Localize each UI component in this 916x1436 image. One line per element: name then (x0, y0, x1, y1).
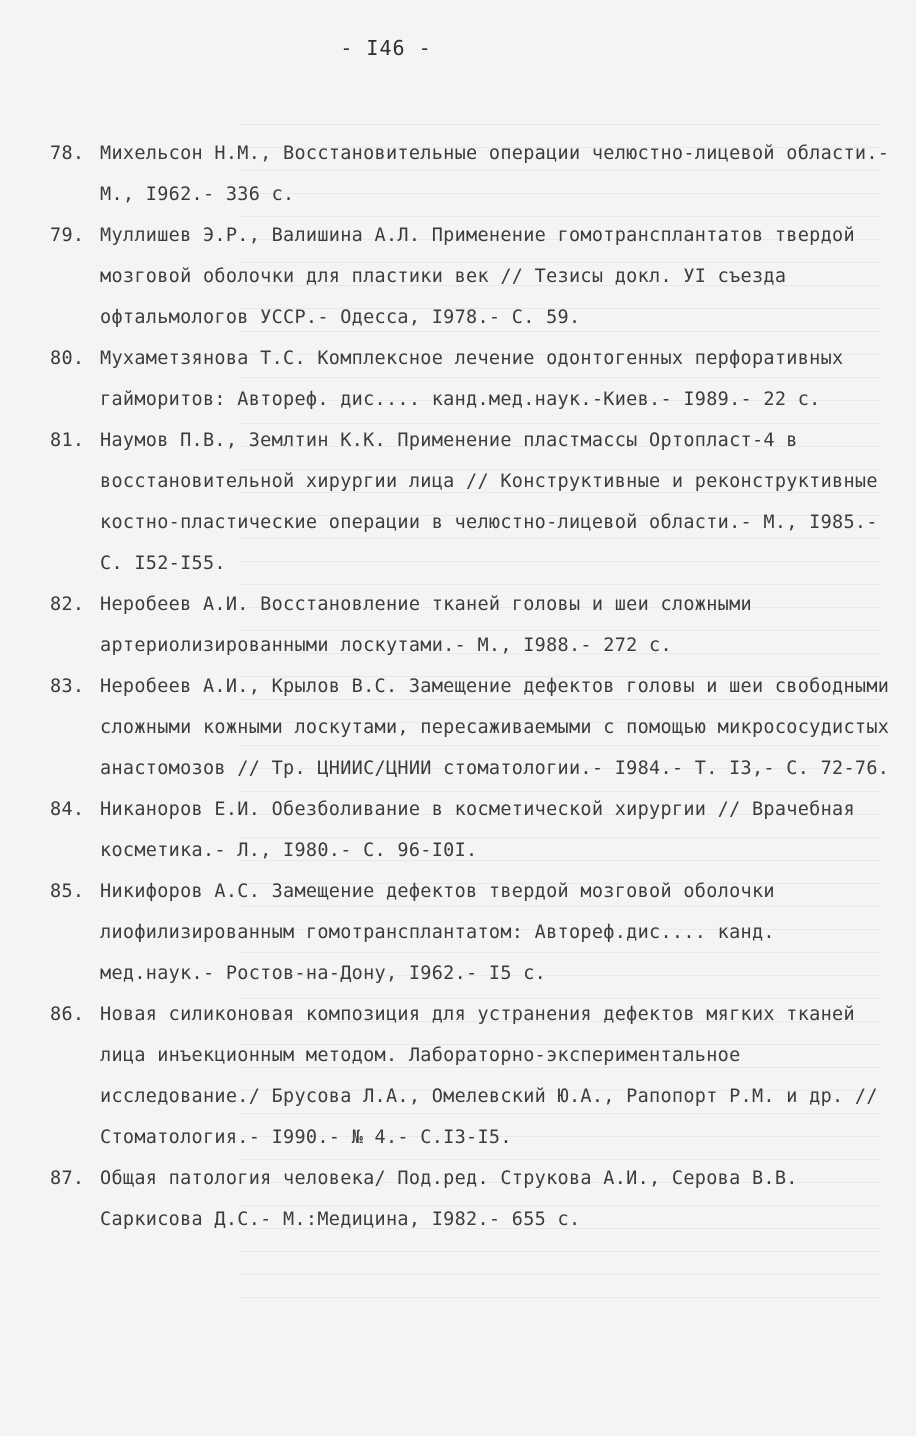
reference-text: Муллишев Э.Р., Валишина А.Л. Применение гомотрансплантатов твердой мозговой оболочки для пластики век // Тезисы докл. УI съезда офтальмологов УССР.- Одесса, I978.- С. 59. (100, 225, 855, 328)
reference-list (50, 133, 890, 1240)
reference-entry-87 (50, 1158, 890, 1240)
reference-number: 80. (50, 348, 85, 369)
reference-number: 85. (50, 881, 85, 902)
reference-text: Наумов П.В., Землтин К.К. Применение пластмассы Ортопласт-4 в восстановительной хирургии лица // Конструктивные и реконструктивные костно-пластические операции в челюстно-лицевой области.- М., I985.- С. I52-I55. (100, 430, 878, 574)
reference-text: Неробеев А.И. Восстановление тканей головы и шеи сложными артериолизированными лоскутами.- М., I988.- 272 с. (100, 594, 752, 656)
reference-entry-83 (50, 666, 890, 789)
reference-text: Новая силиконовая композиция для устранения дефектов мягких тканей лица инъекционным методом. Лабораторно-экспериментальное исследование./ Брусова Л.А., Омелевский Ю.А., Рапопорт Р.М. и др. // Стоматология.- I990.- № 4.- С.I3-I5. (100, 1004, 878, 1148)
reference-text: Общая патология человека/ Под.ред. Струкова А.И., Серова В.В. Саркисова Д.С.- М.:Медицина, I982.- 655 с. (100, 1168, 798, 1230)
reference-entry-86 (50, 994, 890, 1158)
reference-entry-80 (50, 338, 890, 420)
reference-text: Никифоров А.С. Замещение дефектов твердой мозговой оболочки лиофилизированным гомотрансплантатом: Автореф.дис.... канд. мед.наук.- Ростов-на-Дону, I962.- I5 с. (100, 881, 775, 984)
reference-entry-79 (50, 215, 890, 338)
reference-number: 86. (50, 1004, 85, 1025)
reference-entry-84 (50, 789, 890, 871)
reference-text: Никаноров Е.И. Обезболивание в косметической хирургии // Врачебная косметика.- Л., I980.- С. 96-I0I. (100, 799, 855, 861)
page-number: - I46 - (340, 36, 432, 60)
reference-number: 83. (50, 676, 85, 697)
reference-text: Неробеев А.И., Крылов В.С. Замещение дефектов головы и шеи свободными сложными кожными лоскутами, пересаживаемыми с помощью микрососудистых анастомозов // Тр. ЦНИИС/ЦНИИ стоматологии.- I984.- Т. I3,- С. 72-76. (100, 676, 890, 779)
reference-number: 84. (50, 799, 85, 820)
reference-number: 81. (50, 430, 85, 451)
reference-number: 78. (50, 143, 85, 164)
reference-entry-81 (50, 420, 890, 584)
reference-number: 82. (50, 594, 85, 615)
reference-number: 79. (50, 225, 85, 246)
reference-entry-78 (50, 133, 890, 215)
reference-number: 87. (50, 1168, 85, 1189)
reference-text: Мухаметзянова Т.С. Комплексное лечение одонтогенных перфоративных гайморитов: Автореф. дис.... канд.мед.наук.-Киев.- I989.- 22 с. (100, 348, 844, 410)
reference-text: Михельсон Н.М., Восстановительные операции челюстно-лицевой области.- М., I962.- 336 с. (100, 143, 890, 205)
reference-entry-85 (50, 871, 890, 994)
reference-entry-82 (50, 584, 890, 666)
